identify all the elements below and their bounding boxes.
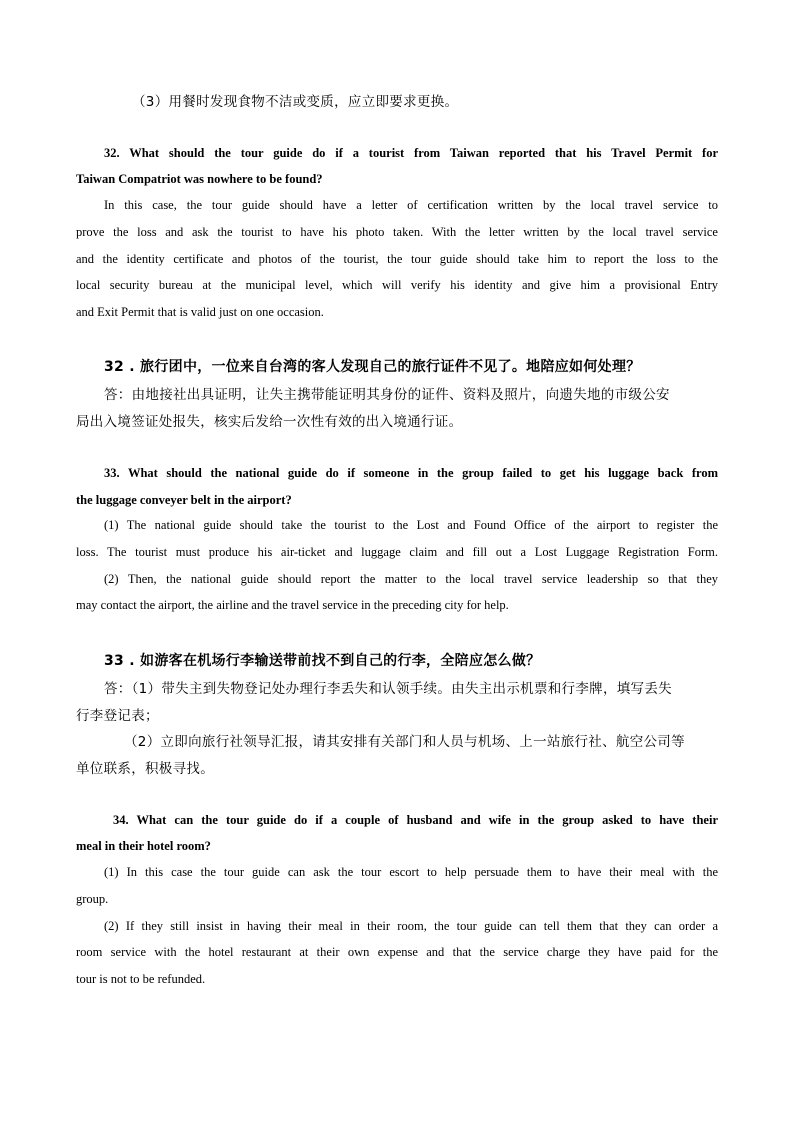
q34-en-answer-line: (2) If they still insist in having their meal in their room, the tour guide can tell them that they can order a bbox=[104, 919, 718, 933]
q32-en-answer-line: In this case, the tour guide should have a letter of certification written by the local travel service to bbox=[104, 198, 718, 212]
q33-zh-answer-line: 单位联系，积极寻找。 bbox=[76, 761, 214, 777]
q32-en-question-line1: 32. What should the tour guide do if a tourist from Taiwan reported that his Travel Permit for bbox=[104, 146, 718, 160]
q33-zh-answer-line: （2）立即向旅行社领导汇报，请其安排有关部门和人员与机场、上一站旅行社、航空公司等 bbox=[124, 734, 685, 750]
q32-zh-answer-line: 答：由地接社出具证明，让失主携带能证明其身份的证件、资料及照片，向遗失地的市级公安 bbox=[104, 387, 670, 403]
q33-en-answer-line: loss. The tourist must produce his air-ticket and luggage claim and fill out a Lost Luggage Registration Form. bbox=[76, 545, 718, 559]
q34-en-answer-line: tour is not to be refunded. bbox=[76, 972, 206, 986]
q33-zh-answer-line: 行李登记表； bbox=[76, 708, 159, 724]
q33-en-answer-line: (1) The national guide should take the tourist to the Lost and Found Office of the airport to register the bbox=[104, 518, 718, 532]
q34-en-question-line2: meal in their hotel room? bbox=[76, 839, 211, 853]
q33-zh-question: 33 . 如游客在机场行李输送带前找不到自己的行李，全陪应怎么做？ bbox=[104, 653, 541, 669]
q33-en-question-line2: the luggage conveyer belt in the airport? bbox=[76, 493, 292, 507]
q34-en-answer-line: room service with the hotel restaurant at their own expense and that the service charge they have paid for the bbox=[76, 945, 718, 959]
q32-zh-question: 32 . 旅行团中，一位来自台湾的客人发现自己的旅行证件不见了。地陪应如何处理？ bbox=[104, 359, 641, 375]
q32-en-answer-line: and the identity certificate and photos of the tourist, the tour guide should take him to report the loss to the bbox=[76, 252, 718, 266]
q34-en-question-line1: 34. What can the tour guide do if a couple of husband and wife in the group asked to have their bbox=[113, 813, 718, 827]
q33-en-question-line1: 33. What should the national guide do if someone in the group failed to get his luggage back from bbox=[104, 466, 718, 480]
q33-en-answer-line: may contact the airport, the airline and the travel service in the preceding city for help. bbox=[76, 598, 509, 612]
q32-en-answer-line: local security bureau at the municipal level, which will verify his identity and give him a provisional Entry bbox=[76, 278, 718, 292]
q32-en-answer-line: and Exit Permit that is valid just on one occasion. bbox=[76, 305, 324, 319]
q32-en-question-line2: Taiwan Compatriot was nowhere to be found? bbox=[76, 172, 323, 186]
intro-item: （3）用餐时发现食物不洁或变质，应立即要求更换。 bbox=[132, 94, 459, 110]
q32-zh-answer-line: 局出入境签证处报失，核实后发给一次性有效的出入境通行证。 bbox=[76, 414, 463, 430]
q32-en-answer-line: prove the loss and ask the tourist to have his photo taken. With the letter written by the local travel service bbox=[76, 225, 718, 239]
q34-en-answer-line: (1) In this case the tour guide can ask the tour escort to help persuade them to have their meal with the bbox=[104, 865, 718, 879]
q33-en-answer-line: (2) Then, the national guide should report the matter to the local travel service leadership so that they bbox=[104, 572, 718, 586]
q33-zh-answer-line: 答：（1）带失主到失物登记处办理行李丢失和认领手续。由失主出示机票和行李牌，填写丢失 bbox=[104, 681, 672, 697]
q34-en-answer-line: group. bbox=[76, 892, 109, 906]
